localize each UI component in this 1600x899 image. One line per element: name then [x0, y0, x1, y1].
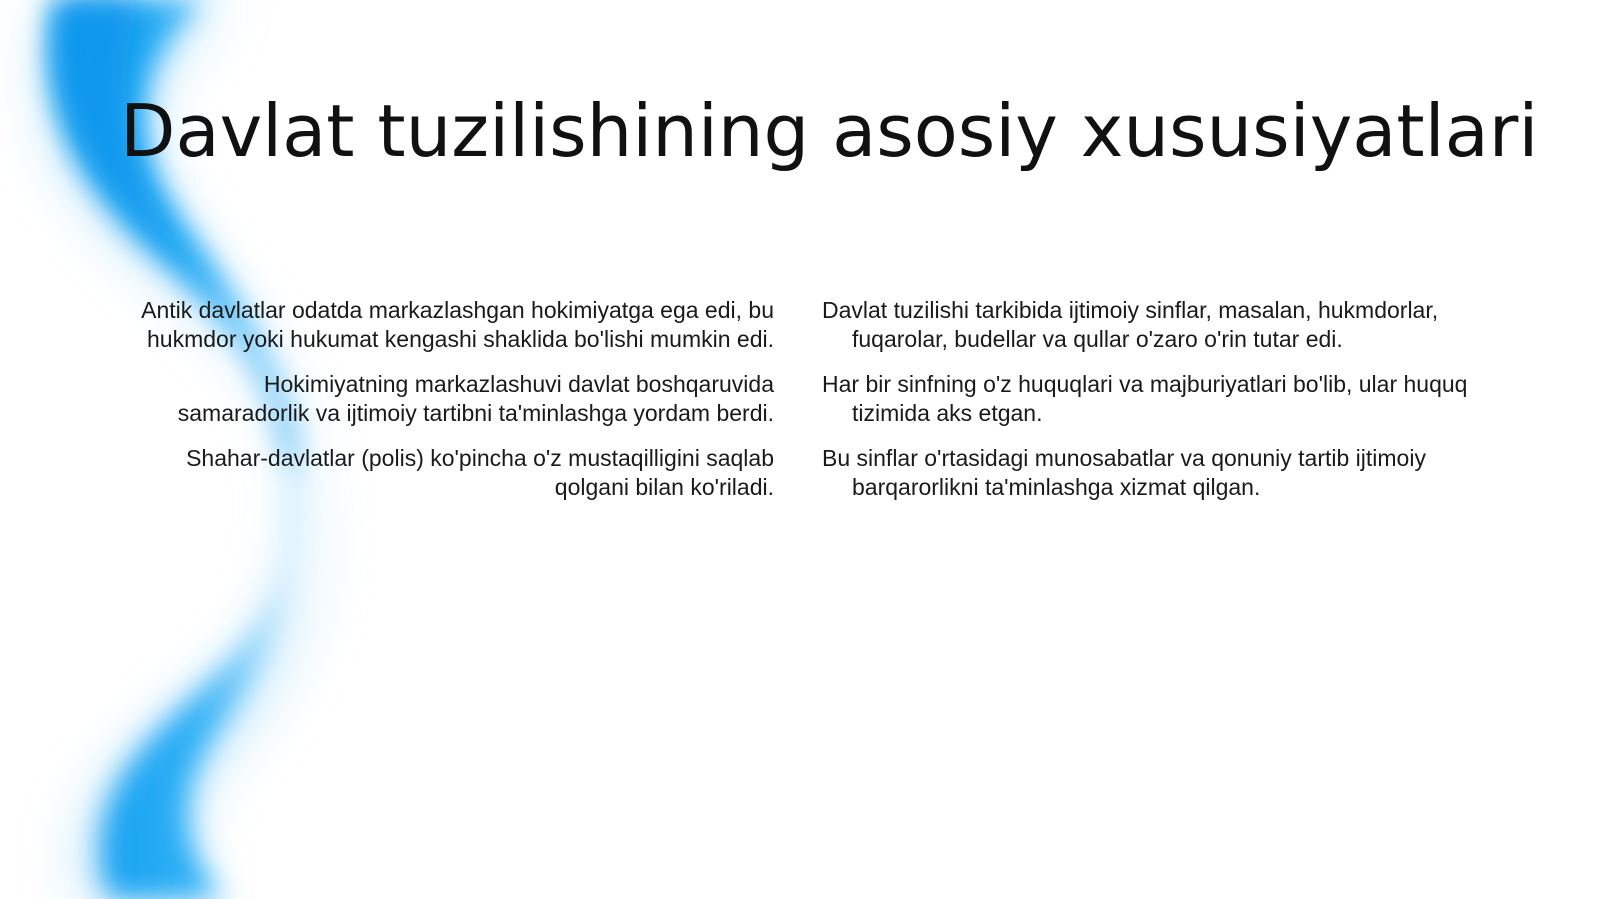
- left-paragraph-2: Hokimiyatning markazlashuvi davlat boshqaruvida samaradorlik va ijtimoiy tartibni ta'minlashga yordam berdi.: [177, 371, 774, 426]
- left-column: [130, 296, 774, 518]
- right-column: [822, 296, 1482, 518]
- left-paragraph-1: Antik davlatlar odatda markazlashgan hokimiyatga ega edi, bu hukmdor yoki hukumat kengashi shaklida bo'lishi mumkin edi.: [141, 297, 774, 352]
- slide-title: Davlat tuzilishining asosiy xususiyatlari: [120, 89, 1539, 173]
- right-paragraph-1: Davlat tuzilishi tarkibida ijtimoiy sinflar, masalan, hukmdorlar, fuqarolar, budellar va qullar o'zaro o'rin tutar edi.: [822, 297, 1439, 352]
- right-paragraph-3: Bu sinflar o'rtasidagi munosabatlar va qonuniy tartib ijtimoiy barqarorlikni ta'minlashga xizmat qilgan.: [822, 445, 1426, 500]
- left-paragraph-3: Shahar-davlatlar (polis) ko'pincha o'z mustaqilligini saqlab qolgani bilan ko'riladi.: [186, 445, 774, 500]
- right-paragraph-2: Har bir sinfning o'z huquqlari va majburiyatlari bo'lib, ular huquq tizimida aks etgan.: [822, 371, 1468, 426]
